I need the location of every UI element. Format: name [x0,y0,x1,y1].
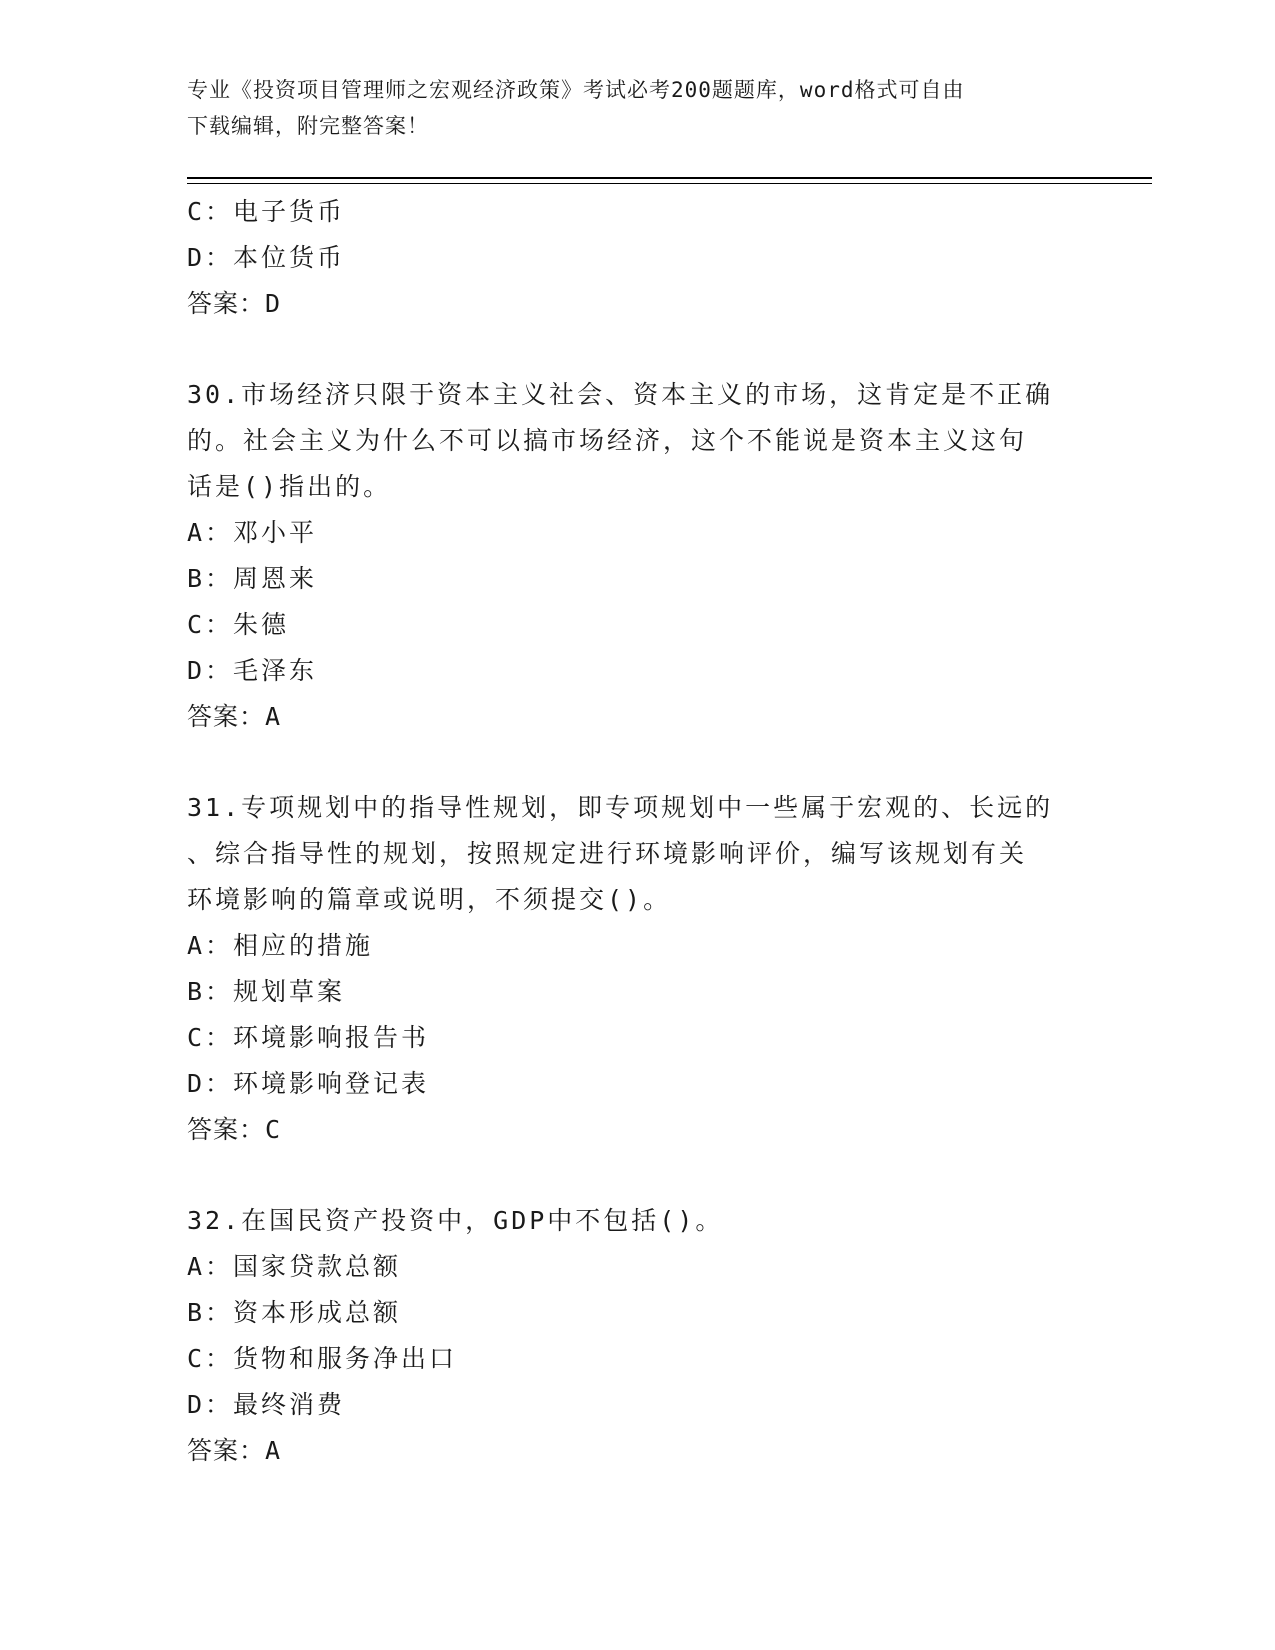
option-c: C：电子货币 [187,197,346,226]
document-header [187,72,1067,144]
answer-label: 答案： [187,702,266,731]
option-b: B：资本形成总额 [187,1298,402,1327]
answer-value: A [265,1436,282,1465]
answer-line [187,1107,1087,1153]
answer-line [187,694,1087,740]
option-b: B：规划草案 [187,977,346,1006]
header-line-1: 专业《投资项目管理师之宏观经济政策》考试必考200题题库，word格式可自由 [187,78,965,102]
question-stem-line: 话是()指出的。 [187,472,392,501]
header-divider-thin [187,183,1152,184]
prev-question [187,189,1087,327]
question-stem-line: 、综合指导性的规划，按照规定进行环境影响评价，编写该规划有关 [187,839,1028,868]
question-30 [187,372,1087,740]
answer-line [187,281,1087,327]
answer-label: 答案： [187,1115,266,1144]
question-stem-line: 环境影响的篇章或说明，不须提交()。 [187,885,672,914]
option-d: D：本位货币 [187,243,346,272]
question-stem-line: 32.在国民资产投资中，GDP中不包括()。 [187,1206,724,1235]
option-a: A：相应的措施 [187,931,374,960]
option-a: A：国家贷款总额 [187,1252,402,1281]
header-divider [187,177,1152,179]
option-d: D：最终消费 [187,1390,346,1419]
answer-label: 答案： [187,289,266,318]
question-stem-line: 的。社会主义为什么不可以搞市场经济，这个不能说是资本主义这句 [187,426,1028,455]
question-stem-line: 31.专项规划中的指导性规划，即专项规划中一些属于宏观的、长远的 [187,793,1054,822]
option-c: C：环境影响报告书 [187,1023,430,1052]
option-b: B：周恩来 [187,564,318,593]
option-c: C：朱德 [187,610,290,639]
answer-label: 答案： [187,1436,266,1465]
answer-value: C [265,1115,282,1144]
question-list [187,189,1087,1474]
question-32 [187,1198,1087,1474]
answer-value: A [265,702,282,731]
option-d: D：毛泽东 [187,656,318,685]
option-c: C：货物和服务净出口 [187,1344,458,1373]
answer-line [187,1428,1087,1474]
option-d: D：环境影响登记表 [187,1069,430,1098]
answer-value: D [265,289,282,318]
option-a: A：邓小平 [187,518,318,547]
question-31 [187,785,1087,1153]
question-stem-line: 30.市场经济只限于资本主义社会、资本主义的市场，这肯定是不正确 [187,380,1054,409]
header-line-2: 下载编辑，附完整答案！ [187,114,429,138]
